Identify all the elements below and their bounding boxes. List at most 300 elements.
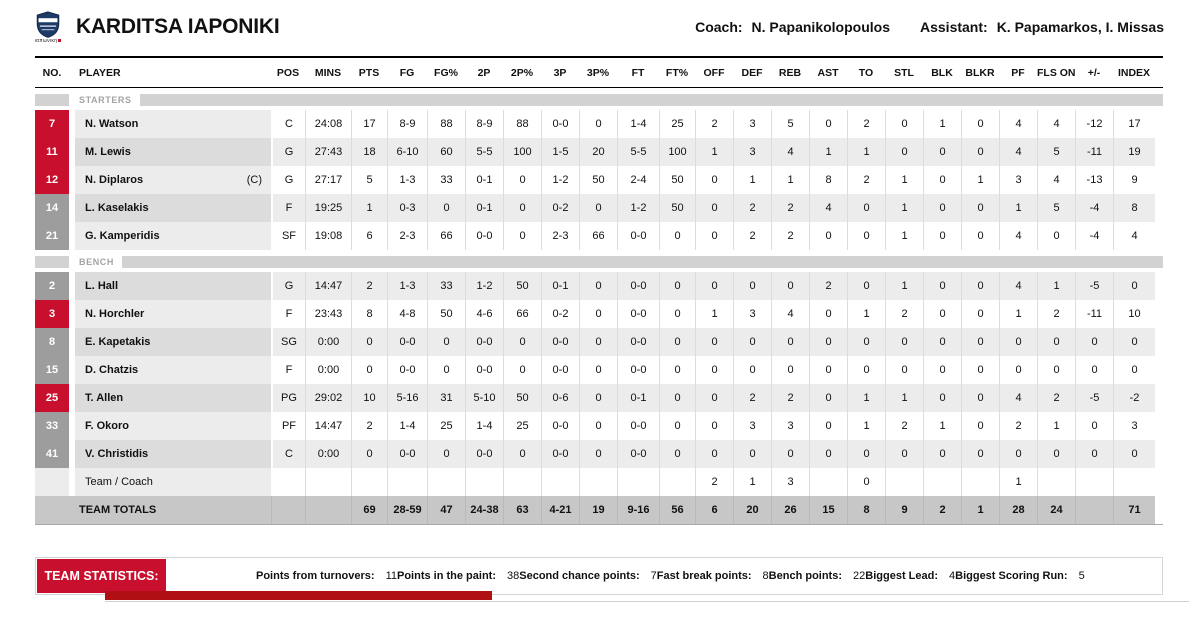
stat-cell-plus-minus: [1075, 468, 1113, 496]
page-title: KARDITSA IAPONIKI: [76, 15, 280, 38]
player-row: [35, 272, 1163, 300]
team-stat-value: 7: [650, 570, 657, 582]
stat-cell-ft-pct: 0: [659, 356, 695, 384]
stat-cell-ft: [617, 468, 659, 496]
stat-cell-stl: 1: [885, 272, 923, 300]
stat-cell-def: 3: [733, 412, 771, 440]
stat-cell-stl: 0: [885, 356, 923, 384]
stat-cell-to: 0: [847, 356, 885, 384]
stat-cell-blk: 0: [923, 356, 961, 384]
stat-cell-off: 1: [695, 138, 733, 166]
team-stat-value: 11: [385, 570, 397, 582]
stat-cell-index: 19: [1113, 138, 1155, 166]
stat-cell-fls-on: 0: [1037, 328, 1075, 356]
player-name: L. Hall: [85, 280, 119, 292]
stat-cell-2p: 0-1: [465, 166, 503, 194]
column-header-player: PLAYER: [79, 66, 121, 79]
stat-cell-fg-pct: 66: [427, 222, 465, 250]
stat-cell-index: 0: [1113, 356, 1155, 384]
stat-cell-pos: G: [271, 272, 305, 300]
stat-cell-pf: 3: [999, 166, 1037, 194]
column-header-3p: 3P: [553, 66, 567, 79]
stat-cell-pts: 18: [351, 138, 387, 166]
stat-cell-def: 20: [733, 496, 771, 524]
column-header-pos: POS: [276, 66, 300, 79]
section-bar-block: [35, 256, 69, 268]
starters-rows: [35, 110, 1163, 250]
player-number-badge: 12: [35, 166, 69, 194]
team-stat-label: Second chance points:: [519, 570, 640, 582]
stat-cell-pos: C: [271, 110, 305, 138]
stat-cell-3p-pct: 0: [579, 110, 617, 138]
player-number-badge: 15: [35, 356, 69, 384]
stat-cell-ft-pct: 50: [659, 166, 695, 194]
stat-cell-index: 10: [1113, 300, 1155, 328]
stat-cell-blk: 0: [923, 272, 961, 300]
stat-cell-stl: 2: [885, 300, 923, 328]
stat-cell-fls-on: 2: [1037, 384, 1075, 412]
stat-cell-blkr: 0: [961, 412, 999, 440]
stat-cell-ft-pct: 0: [659, 440, 695, 468]
player-number-badge: 41: [35, 440, 69, 468]
stat-cell-reb: 0: [771, 272, 809, 300]
stat-cell-off: 0: [695, 222, 733, 250]
stat-cell-ft: 0-0: [617, 440, 659, 468]
stat-cell-3p-pct: 0: [579, 300, 617, 328]
stat-cell-2p: [465, 468, 503, 496]
stat-cell-pts: [351, 468, 387, 496]
stat-cell-3p-pct: 19: [579, 496, 617, 524]
stat-cell-plus-minus: 0: [1075, 440, 1113, 468]
team-stat-value: 4: [949, 570, 956, 582]
player-name: M. Lewis: [85, 146, 131, 158]
stat-cell-ft-pct: 0: [659, 328, 695, 356]
stat-cell-pos: SF: [271, 222, 305, 250]
stat-cell-fg: 1-4: [387, 412, 427, 440]
stat-cell-ft: 0-0: [617, 328, 659, 356]
stat-cell-2p: 0-0: [465, 356, 503, 384]
stat-cell-plus-minus: [1075, 496, 1113, 524]
player-name-cell: [69, 496, 271, 524]
player-name-cell: [69, 356, 271, 384]
column-header-mins: MINS: [314, 66, 342, 79]
stat-cell-fls-on: 0: [1037, 356, 1075, 384]
stat-cell-blkr: 0: [961, 300, 999, 328]
stat-cell-mins: 29:02: [305, 384, 351, 412]
stat-cell-3p-pct: 20: [579, 138, 617, 166]
stat-cell-2p: 0-0: [465, 440, 503, 468]
stat-cell-ast: [809, 468, 847, 496]
stat-cell-stl: 1: [885, 222, 923, 250]
stat-cell-3p-pct: 66: [579, 222, 617, 250]
stat-cell-pos: [271, 468, 305, 496]
stat-cell-reb: 4: [771, 138, 809, 166]
team-statistics-label: TEAM STATISTICS:: [37, 559, 166, 593]
stat-cell-fg-pct: 31: [427, 384, 465, 412]
stat-cell-mins: 19:08: [305, 222, 351, 250]
player-name-cell: [69, 110, 271, 138]
stat-cell-reb: 2: [771, 194, 809, 222]
stat-cell-fg: 8-9: [387, 110, 427, 138]
stat-cell-blk: 1: [923, 110, 961, 138]
logo-trademark-dot: [58, 39, 61, 42]
stat-cell-pos: SG: [271, 328, 305, 356]
team-logo: [28, 11, 68, 44]
stat-cell-off: 1: [695, 300, 733, 328]
stat-cell-plus-minus: -13: [1075, 166, 1113, 194]
stat-cell-stl: 0: [885, 328, 923, 356]
stat-cell-def: 2: [733, 194, 771, 222]
player-row: [35, 328, 1163, 356]
stat-cell-plus-minus: -11: [1075, 300, 1113, 328]
player-row: [35, 300, 1163, 328]
stat-cell-fls-on: 0: [1037, 440, 1075, 468]
stat-cell-def: 0: [733, 328, 771, 356]
stat-cell-reb: 2: [771, 384, 809, 412]
stat-cell-blk: [923, 468, 961, 496]
column-header-to: TO: [858, 66, 874, 79]
stat-cell-pts: 0: [351, 328, 387, 356]
stat-cell-off: 0: [695, 328, 733, 356]
stat-cell-def: 0: [733, 356, 771, 384]
stat-cell-fls-on: 5: [1037, 194, 1075, 222]
stat-cell-reb: 0: [771, 328, 809, 356]
stat-cell-reb: 26: [771, 496, 809, 524]
stat-cell-pts: 2: [351, 412, 387, 440]
team-stat-item: [955, 570, 1085, 582]
stat-cell-pts: 8: [351, 300, 387, 328]
stat-cell-fls-on: 5: [1037, 138, 1075, 166]
stat-cell-off: 0: [695, 194, 733, 222]
stat-cell-2p-pct: 0: [503, 166, 541, 194]
stat-cell-pos: F: [271, 300, 305, 328]
stat-cell-2p: 5-5: [465, 138, 503, 166]
page-header: [28, 5, 1164, 49]
player-name-cell: [69, 300, 271, 328]
stat-cell-2p-pct: [503, 468, 541, 496]
player-name-cell: [69, 138, 271, 166]
stat-cell-ft: 1-4: [617, 110, 659, 138]
stat-cell-2p: 0-0: [465, 328, 503, 356]
team-stat-value: 22: [853, 570, 866, 582]
stat-cell-index: 0: [1113, 440, 1155, 468]
player-row: [35, 412, 1163, 440]
stat-cell-stl: 0: [885, 138, 923, 166]
stat-cell-to: 8: [847, 496, 885, 524]
column-header-no: NO.: [42, 66, 62, 79]
stat-cell-stl: 9: [885, 496, 923, 524]
player-row: [35, 222, 1163, 250]
stat-cell-ast: 0: [809, 222, 847, 250]
player-name: Team / Coach: [85, 476, 153, 488]
stat-cell-pts: 1: [351, 194, 387, 222]
stat-cell-fg: 28-59: [387, 496, 427, 524]
stat-cell-fg-pct: 50: [427, 300, 465, 328]
stat-cell-2p-pct: 0: [503, 356, 541, 384]
stat-cell-def: 1: [733, 166, 771, 194]
stat-cell-reb: 2: [771, 222, 809, 250]
player-name-cell: [69, 440, 271, 468]
stat-cell-fg-pct: 0: [427, 194, 465, 222]
stat-cell-blkr: 0: [961, 272, 999, 300]
stat-cell-mins: 19:25: [305, 194, 351, 222]
stat-cell-2p-pct: 0: [503, 194, 541, 222]
stat-cell-pf: 4: [999, 110, 1037, 138]
stat-cell-ast: 0: [809, 412, 847, 440]
stat-cell-blkr: 0: [961, 328, 999, 356]
stat-cell-2p-pct: 0: [503, 440, 541, 468]
stat-cell-blk: 0: [923, 300, 961, 328]
stat-cell-to: 0: [847, 328, 885, 356]
stat-cell-fg: 0-0: [387, 440, 427, 468]
stat-cell-fls-on: 2: [1037, 300, 1075, 328]
column-header-2p: 2P: [477, 66, 491, 79]
stat-cell-stl: 1: [885, 194, 923, 222]
stat-cell-ast: 15: [809, 496, 847, 524]
stat-cell-ft-pct: 0: [659, 272, 695, 300]
stat-cell-pf: 4: [999, 138, 1037, 166]
stat-cell-blk: 0: [923, 194, 961, 222]
stat-cell-def: 3: [733, 138, 771, 166]
stat-cell-pos: F: [271, 356, 305, 384]
stat-cell-ast: 8: [809, 166, 847, 194]
stat-cell-blk: 0: [923, 166, 961, 194]
stat-cell-blk: 0: [923, 440, 961, 468]
player-row: [35, 110, 1163, 138]
stat-cell-fg: 6-10: [387, 138, 427, 166]
column-header-blk: BLK: [931, 66, 953, 79]
stat-cell-blkr: 1: [961, 166, 999, 194]
section-bar-fill: [122, 256, 1163, 268]
stat-cell-pf: 4: [999, 272, 1037, 300]
player-row: [35, 138, 1163, 166]
stat-cell-pos: PF: [271, 412, 305, 440]
stat-cell-reb: 3: [771, 468, 809, 496]
stat-cell-blkr: 0: [961, 138, 999, 166]
stat-cell-to: 0: [847, 272, 885, 300]
stat-cell-fg: 4-8: [387, 300, 427, 328]
player-name-cell: [69, 272, 271, 300]
player-number-badge: 7: [35, 110, 69, 138]
stat-cell-ft: 0-0: [617, 356, 659, 384]
stat-cell-3p-pct: 0: [579, 194, 617, 222]
stat-cell-fls-on: 1: [1037, 272, 1075, 300]
stat-cell-mins: 27:43: [305, 138, 351, 166]
player-number-badge: 11: [35, 138, 69, 166]
column-header-fg: FG: [399, 66, 415, 79]
stat-cell-index: 0: [1113, 272, 1155, 300]
column-header-reb: REB: [778, 66, 802, 79]
stat-cell-2p-pct: 0: [503, 222, 541, 250]
stat-cell-3p: 0-0: [541, 110, 579, 138]
column-header-pf: PF: [1011, 66, 1025, 79]
stat-cell-fg: 0-0: [387, 328, 427, 356]
stat-cell-pts: 5: [351, 166, 387, 194]
stat-cell-fg: 2-3: [387, 222, 427, 250]
stat-cell-blkr: 0: [961, 110, 999, 138]
stat-cell-pos: G: [271, 138, 305, 166]
stat-cell-pf: 28: [999, 496, 1037, 524]
stat-cell-3p: 0-2: [541, 300, 579, 328]
player-number-badge: 21: [35, 222, 69, 250]
stat-cell-reb: 4: [771, 300, 809, 328]
column-header-off: OFF: [703, 66, 725, 79]
stat-cell-3p: 0-0: [541, 412, 579, 440]
team-statistics-items: [166, 570, 1180, 582]
stat-cell-off: 0: [695, 412, 733, 440]
starters-section-label: STARTERS: [79, 95, 132, 105]
stat-cell-plus-minus: -5: [1075, 272, 1113, 300]
next-section-cutoff: [105, 591, 1189, 602]
stat-cell-pts: 10: [351, 384, 387, 412]
stat-cell-pts: 6: [351, 222, 387, 250]
player-number-badge: 33: [35, 412, 69, 440]
stat-cell-3p: 4-21: [541, 496, 579, 524]
stat-cell-off: 2: [695, 468, 733, 496]
column-header-fg-pct: FG%: [434, 66, 458, 79]
captain-marker: (C): [246, 174, 262, 186]
column-header-def: DEF: [741, 66, 763, 79]
stat-cell-2p: 0-0: [465, 222, 503, 250]
stat-cell-off: 0: [695, 356, 733, 384]
stat-cell-2p-pct: 50: [503, 272, 541, 300]
stat-cell-fls-on: [1037, 468, 1075, 496]
stat-cell-ft-pct: 0: [659, 222, 695, 250]
stat-cell-blkr: [961, 468, 999, 496]
stat-cell-to: 1: [847, 412, 885, 440]
next-section-border: [105, 601, 1189, 602]
stat-cell-pos: G: [271, 166, 305, 194]
column-header-3p-pct: 3P%: [586, 66, 610, 79]
stat-cell-to: 0: [847, 222, 885, 250]
stat-cell-2p: 0-1: [465, 194, 503, 222]
table-header-row: [35, 56, 1163, 88]
player-number-badge: 8: [35, 328, 69, 356]
stat-cell-mins: 14:47: [305, 412, 351, 440]
player-number-badge: 14: [35, 194, 69, 222]
team-stat-label: Biggest Scoring Run:: [955, 570, 1068, 582]
stat-cell-ft-pct: 56: [659, 496, 695, 524]
stat-cell-blkr: 0: [961, 384, 999, 412]
stat-cell-fg-pct: 0: [427, 440, 465, 468]
team-stat-label: Bench points:: [768, 570, 843, 582]
stat-cell-index: 9: [1113, 166, 1155, 194]
column-header-fls-on: FLS ON: [1037, 66, 1075, 79]
team-stat-value: 5: [1078, 570, 1085, 582]
team-stat-item: [256, 570, 397, 582]
stat-cell-ft: 5-5: [617, 138, 659, 166]
stat-cell-to: 0: [847, 440, 885, 468]
stat-cell-off: 0: [695, 272, 733, 300]
stat-cell-ft-pct: 50: [659, 194, 695, 222]
player-name-cell: [69, 468, 271, 496]
player-row: [35, 166, 1163, 194]
stat-cell-ft: 0-0: [617, 300, 659, 328]
stat-cell-mins: 24:08: [305, 110, 351, 138]
stat-cell-fg-pct: 88: [427, 110, 465, 138]
stat-cell-ft-pct: 0: [659, 412, 695, 440]
stat-cell-plus-minus: -4: [1075, 194, 1113, 222]
stat-cell-off: 0: [695, 166, 733, 194]
stat-cell-off: 0: [695, 440, 733, 468]
stat-cell-mins: [305, 496, 351, 524]
stat-cell-blkr: 1: [961, 496, 999, 524]
stat-cell-fls-on: 4: [1037, 166, 1075, 194]
player-name: TEAM TOTALS: [79, 504, 157, 516]
stat-cell-index: 0: [1113, 328, 1155, 356]
stat-cell-pf: 0: [999, 440, 1037, 468]
stat-cell-def: 2: [733, 384, 771, 412]
stat-cell-plus-minus: -5: [1075, 384, 1113, 412]
stat-cell-3p: 2-3: [541, 222, 579, 250]
stat-cell-plus-minus: 0: [1075, 328, 1113, 356]
team-stat-label: Points from turnovers:: [256, 570, 375, 582]
stat-cell-ast: 1: [809, 138, 847, 166]
summary-rows: [35, 468, 1163, 525]
player-row: [35, 384, 1163, 412]
stat-cell-2p: 1-4: [465, 412, 503, 440]
coach-label: Coach:: [695, 19, 743, 35]
assistant-label: Assistant:: [920, 19, 988, 35]
stat-cell-ast: 2: [809, 272, 847, 300]
stat-cell-2p-pct: 50: [503, 384, 541, 412]
stat-cell-pos: [271, 496, 305, 524]
stat-cell-3p: 0-1: [541, 272, 579, 300]
stat-cell-pos: C: [271, 440, 305, 468]
team-stat-label: Fast break points:: [656, 570, 752, 582]
player-name: N. Diplaros: [85, 174, 144, 186]
stat-cell-index: 4: [1113, 222, 1155, 250]
stat-cell-2p-pct: 63: [503, 496, 541, 524]
stat-cell-reb: 1: [771, 166, 809, 194]
stat-cell-fg: [387, 468, 427, 496]
stat-cell-2p-pct: 25: [503, 412, 541, 440]
stat-cell-3p: 0-6: [541, 384, 579, 412]
stat-cell-stl: [885, 468, 923, 496]
team-stat-item: [865, 570, 955, 582]
stat-cell-mins: 0:00: [305, 328, 351, 356]
stat-cell-blkr: 0: [961, 194, 999, 222]
team-statistics-bar: [35, 557, 1163, 595]
team-stat-label: Biggest Lead:: [865, 570, 938, 582]
stat-cell-blkr: 0: [961, 440, 999, 468]
stat-cell-blk: 0: [923, 222, 961, 250]
stat-cell-ast: 0: [809, 300, 847, 328]
section-bar-fill: [140, 94, 1163, 106]
stat-cell-fg: 1-3: [387, 272, 427, 300]
stat-cell-to: 1: [847, 300, 885, 328]
team-stat-item: [769, 570, 866, 582]
stat-cell-2p-pct: 0: [503, 328, 541, 356]
stat-cell-blk: 2: [923, 496, 961, 524]
stat-cell-to: 0: [847, 194, 885, 222]
stat-cell-pf: 0: [999, 328, 1037, 356]
stat-cell-plus-minus: -11: [1075, 138, 1113, 166]
player-name: N. Watson: [85, 118, 139, 130]
stat-cell-off: 0: [695, 384, 733, 412]
stat-cell-def: 3: [733, 110, 771, 138]
stat-cell-3p-pct: 0: [579, 440, 617, 468]
stat-cell-ft: 0-0: [617, 412, 659, 440]
player-row: [35, 440, 1163, 468]
column-header-plus-minus: +/-: [1087, 66, 1101, 79]
team-stat-value: 38: [507, 570, 520, 582]
bench-rows: [35, 272, 1163, 468]
stat-cell-fg-pct: 47: [427, 496, 465, 524]
stat-cell-blkr: 0: [961, 222, 999, 250]
stat-cell-fg-pct: 0: [427, 356, 465, 384]
stat-cell-mins: 27:17: [305, 166, 351, 194]
